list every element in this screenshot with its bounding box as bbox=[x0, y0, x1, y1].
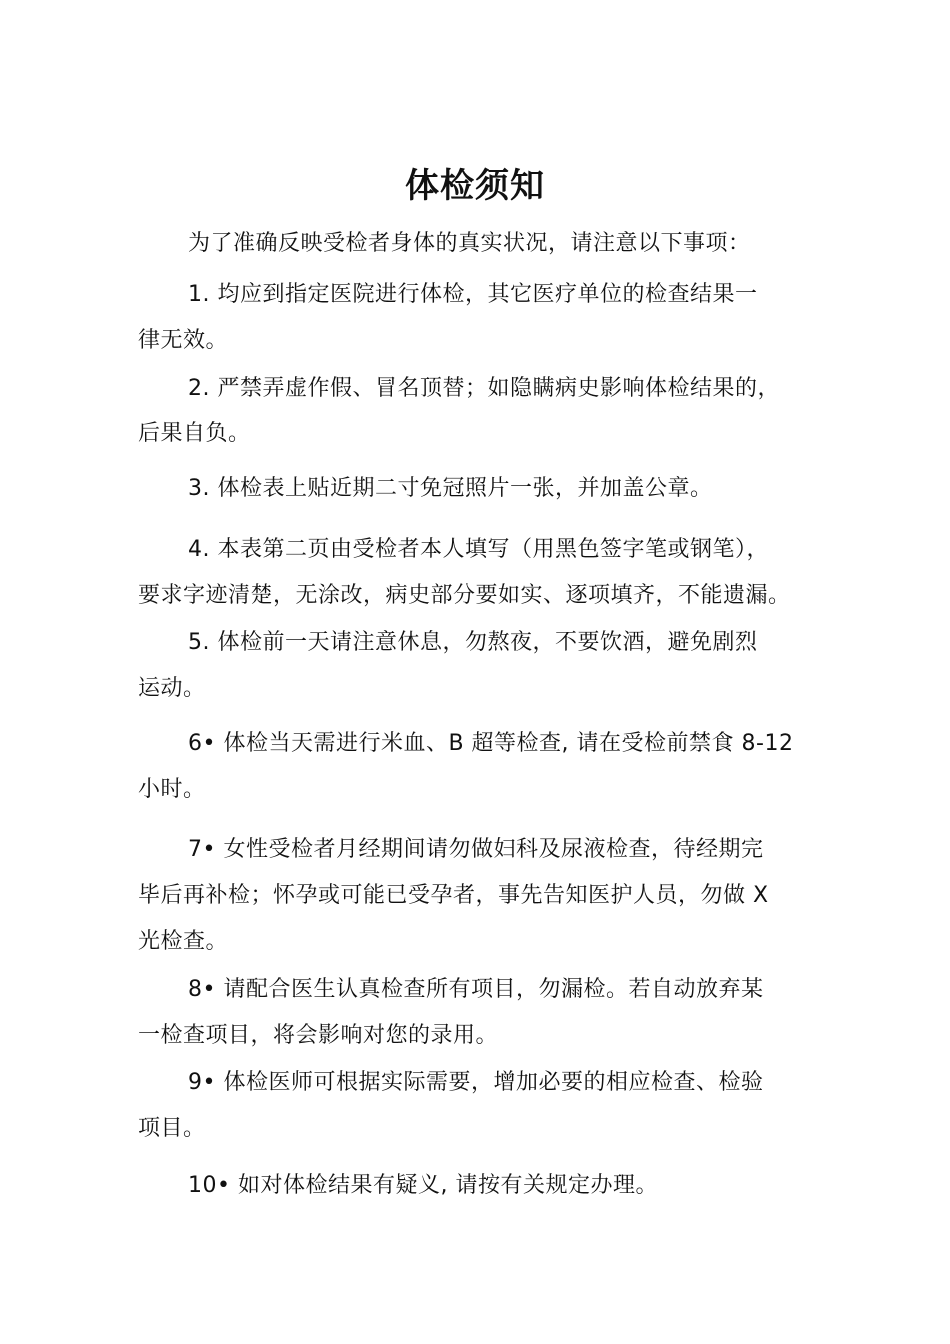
page-title: 体检须知 bbox=[405, 166, 545, 206]
item-9-line-1: 9• 体检医师可根据实际需要，增加必要的相应检查、检验 bbox=[188, 1070, 764, 1095]
item-9-line-2: 项目。 bbox=[138, 1116, 206, 1141]
item-1-line-1: 1. 均应到指定医院进行体检，其它医疗单位的检查结果一 bbox=[188, 282, 758, 307]
item-7-line-3: 光检查。 bbox=[138, 929, 229, 954]
intro-text: 为了准确反映受检者身体的真实状况，请注意以下事项： bbox=[188, 231, 751, 256]
item-5-line-1: 5. 体检前一天请注意休息，勿熬夜，不要饮酒，避免剧烈 bbox=[188, 630, 758, 655]
item-8-line-2: 一检查项目，将会影响对您的录用。 bbox=[138, 1023, 499, 1048]
item-3-line-1: 3. 体检表上贴近期二寸免冠照片一张，并加盖公章。 bbox=[188, 476, 713, 501]
item-6-line-2: 小时。 bbox=[138, 777, 206, 802]
item-4-line-1: 4. 本表第二页由受检者本人填写（用黑色签字笔或钢笔）， bbox=[188, 537, 769, 562]
item-8-line-1: 8• 请配合医生认真检查所有项目，勿漏检。若自动放弃某 bbox=[188, 977, 764, 1002]
item-6-line-1: 6• 体检当天需进行米血、B 超等检查, 请在受检前禁食 8-12 bbox=[188, 731, 794, 756]
item-2-line-1: 2. 严禁弄虚作假、冒名顶替；如隐瞒病史影响体检结果的， bbox=[188, 376, 780, 401]
item-10-line-1: 10• 如对体检结果有疑义, 请按有关规定办理。 bbox=[188, 1173, 658, 1198]
item-4-line-2: 要求字迹清楚，无涂改，病史部分要如实、逐项填齐，不能遗漏。 bbox=[138, 583, 791, 608]
item-7-line-1: 7• 女性受检者月经期间请勿做妇科及尿液检查，待经期完 bbox=[188, 837, 764, 862]
item-2-line-2: 后果自负。 bbox=[138, 421, 251, 446]
item-7-line-2: 毕后再补检；怀孕或可能已受孕者，事先告知医护人员，勿做 X bbox=[138, 883, 769, 908]
item-1-line-2: 律无效。 bbox=[138, 328, 229, 353]
item-5-line-2: 运动。 bbox=[138, 676, 206, 701]
